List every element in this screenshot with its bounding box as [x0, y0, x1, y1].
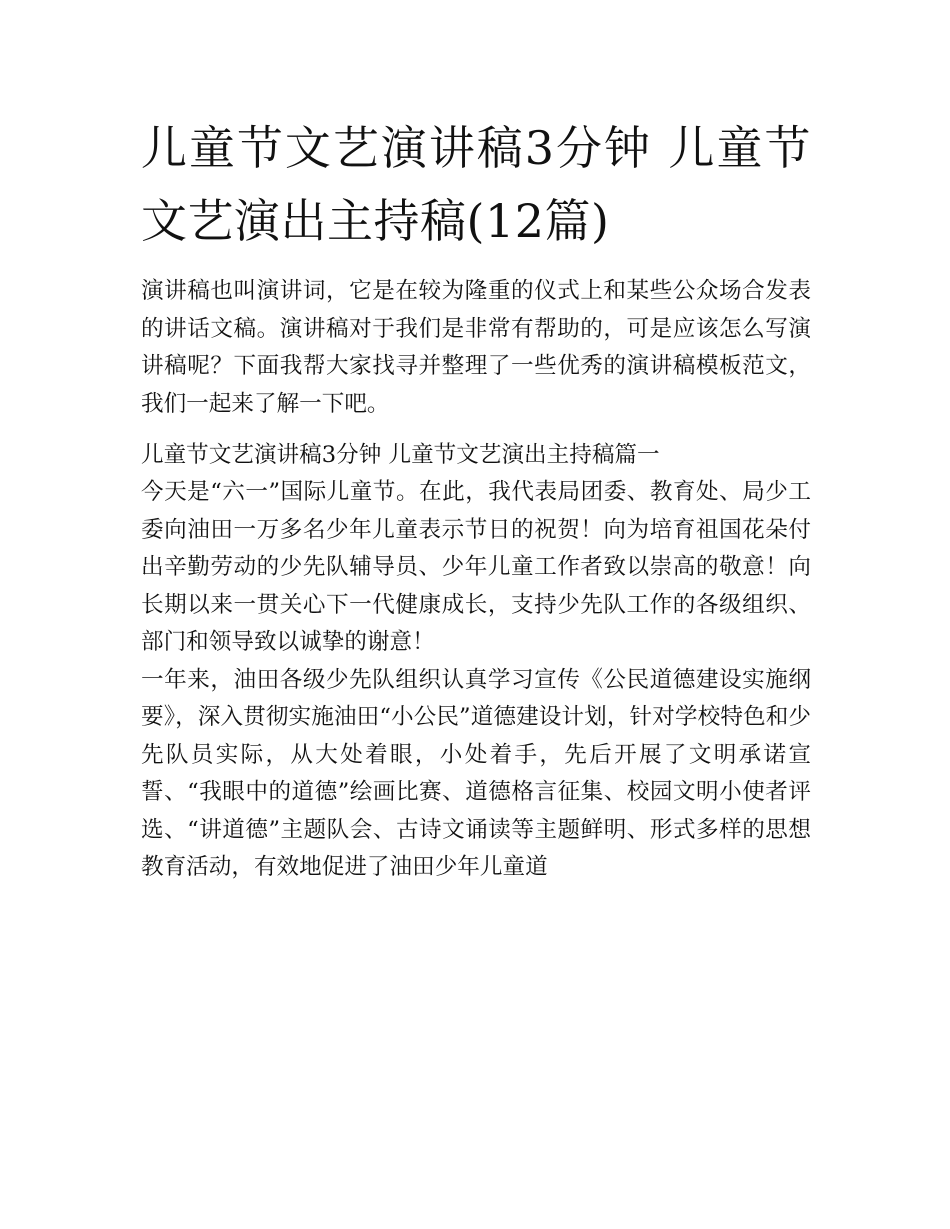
intro-paragraph: 演讲稿也叫演讲词，它是在较为隆重的仪式上和某些公众场合发表的讲话文稿。演讲稿对于我们是非常有帮助的，可是应该怎么写演讲稿呢？下面我帮大家找寻并整理了一些优秀的演讲稿模板范文，我们一起来了解一下吧。 — [141, 278, 811, 417]
body-paragraph-2: 一年来，油田各级少先队组织认真学习宣传《公民道德建设实施纲要》，深入贯彻实施油田“小公民”道德建设计划，针对学校特色和少先队员实际，从大处着眼，小处着手，先后开展了文明承诺宣誓、“我眼中的道德”绘画比赛、道德格言征集、校园文明小使者评选、“讲道德”主题队会、古诗文诵读等主题鲜明、形式多样的思想教育活动，有效地促进了油田少年儿童道 — [141, 666, 811, 880]
document-title: 儿童节文艺演讲稿3分钟 儿童节文艺演出主持稿(12篇) — [141, 121, 811, 248]
section-heading: 儿童节文艺演讲稿3分钟 儿童节文艺演出主持稿篇一 — [141, 442, 660, 468]
document-body — [141, 112, 811, 887]
body-paragraph-1: 今天是“六一”国际儿童节。在此，我代表局团委、教育处、局少工委向油田一万多名少年儿童表示节日的祝贺！向为培育祖国花朵付出辛勤劳动的少先队辅导员、少年儿童工作者致以崇高的敬意！向长期以来一贯关心下一代健康成长，支持少先队工作的各级组织、部门和领导致以诚挚的谢意！ — [141, 479, 811, 655]
